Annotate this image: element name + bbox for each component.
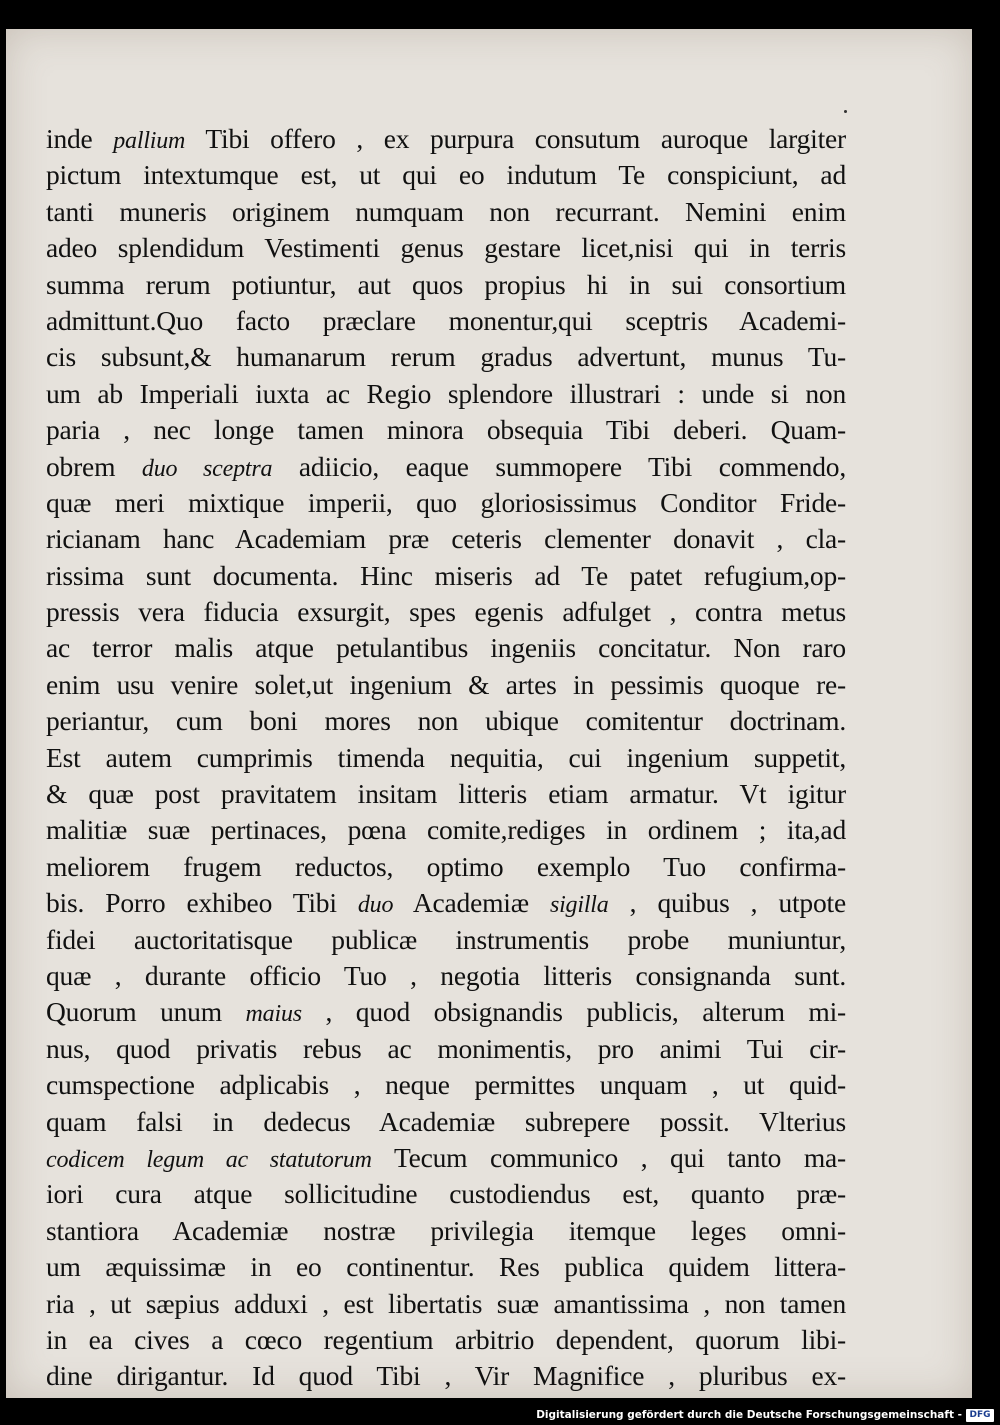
text-line: ricianam hanc Academiam præ ceteris clementer donavit , cla- xyxy=(46,523,846,555)
text-line: obrem duo sceptra adiicio, eaque summopere Tibi commendo, xyxy=(46,450,846,482)
text-line: malitiæ suæ pertinaces, pœna comite,rediges in ordinem ; ita,ad xyxy=(46,814,846,846)
text-line: um æquissimæ in eo continentur. Res publica quidem littera- xyxy=(46,1251,846,1283)
book-page xyxy=(6,29,972,1398)
text-line: periantur, cum boni mores non ubique comitentur doctrinam. xyxy=(46,705,846,737)
text-line: & quæ post pravitatem insitam litteris etiam armatur. Vt igitur xyxy=(46,778,846,810)
dfg-logo-icon: DFG xyxy=(966,1409,994,1422)
footer-text: Digitalisierung gefördert durch die Deutsche Forschungsgemeinschaft - xyxy=(536,1409,962,1421)
text-line: dine dirigantur. Id quod Tibi , Vir Magnifice , pluribus ex- xyxy=(46,1360,846,1392)
text-line: enim usu venire solet,ut ingenium & artes in pessimis quoque re- xyxy=(46,668,846,700)
text-line: iori cura atque sollicitudine custodiendus est, quanto præ- xyxy=(46,1178,846,1210)
text-line: inde pallium Tibi offero , ex purpura consutum auroque largiter xyxy=(46,123,846,154)
text-line: stantiora Academiæ nostræ privilegia itemque leges omni- xyxy=(46,1214,846,1246)
text-line: in ea cives a cœco regentium arbitrio dependent, quorum libi- xyxy=(46,1323,846,1355)
text-line: tanti muneris originem numquam non recurrant. Nemini enim xyxy=(46,195,846,227)
text-line: admittunt.Quo facto præclare monentur,qui sceptris Academi- xyxy=(46,304,846,336)
digitization-credit xyxy=(536,1406,994,1424)
ink-dot xyxy=(844,110,847,113)
text-line: meliorem frugem reductos, optimo exemplo Tuo confirma- xyxy=(46,850,846,882)
text-line: paria , nec longe tamen minora obsequia Tibi deberi. Quam- xyxy=(46,414,846,446)
text-line: summa rerum potiuntur, aut quos propius hi in sui consortium xyxy=(46,268,846,300)
text-line: rissima sunt documenta. Hinc miseris ad Te patet refugium,op- xyxy=(46,559,846,591)
text-line: Est autem cumprimis timenda nequitia, cui ingenium suppetit, xyxy=(46,741,846,773)
text-line: cis subsunt,& humanarum rerum gradus advertunt, munus Tu- xyxy=(46,341,846,373)
text-line: codicem legum ac statutorum Tecum communico , qui tanto ma- xyxy=(46,1141,846,1173)
text-line: ria , ut sæpius adduxi , est libertatis suæ amantissima , non tamen xyxy=(46,1287,846,1319)
text-line: fidei auctoritatisque publicæ instrumentis probe muniuntur, xyxy=(46,923,846,955)
text-line: nus, quod privatis rebus ac monimentis, pro animi Tui cir- xyxy=(46,1032,846,1064)
text-line: ac terror malis atque petulantibus ingeniis concitatur. Non raro xyxy=(46,632,846,664)
text-line: quæ , durante officio Tuo , negotia litteris consignanda sunt. xyxy=(46,959,846,991)
body-text xyxy=(46,121,846,1398)
text-line: pressis vera fiducia exsurgit, spes egenis adfulget , contra metus xyxy=(46,596,846,628)
text-line: quam falsi in dedecus Academiæ subrepere possit. Vlterius xyxy=(46,1105,846,1137)
text-line xyxy=(46,1395,846,1398)
text-line: bis. Porro exhibeo Tibi duo Academiæ sigilla , quibus , utpote xyxy=(46,887,846,919)
text-line: quæ meri mixtique imperii, quo gloriosissimus Conditor Fride- xyxy=(46,486,846,518)
text-line: pictum intextumque est, ut qui eo indutum Te conspiciunt, ad xyxy=(46,159,846,191)
text-line: cumspectione adplicabis , neque permittes unquam , ut quid- xyxy=(46,1069,846,1101)
text-line: um ab Imperiali iuxta ac Regio splendore illustrari : unde si non xyxy=(46,377,846,409)
text-line: adeo splendidum Vestimenti genus gestare licet,nisi qui in terris xyxy=(46,232,846,264)
text-line: Quorum unum maius , quod obsignandis publicis, alterum mi- xyxy=(46,996,846,1028)
